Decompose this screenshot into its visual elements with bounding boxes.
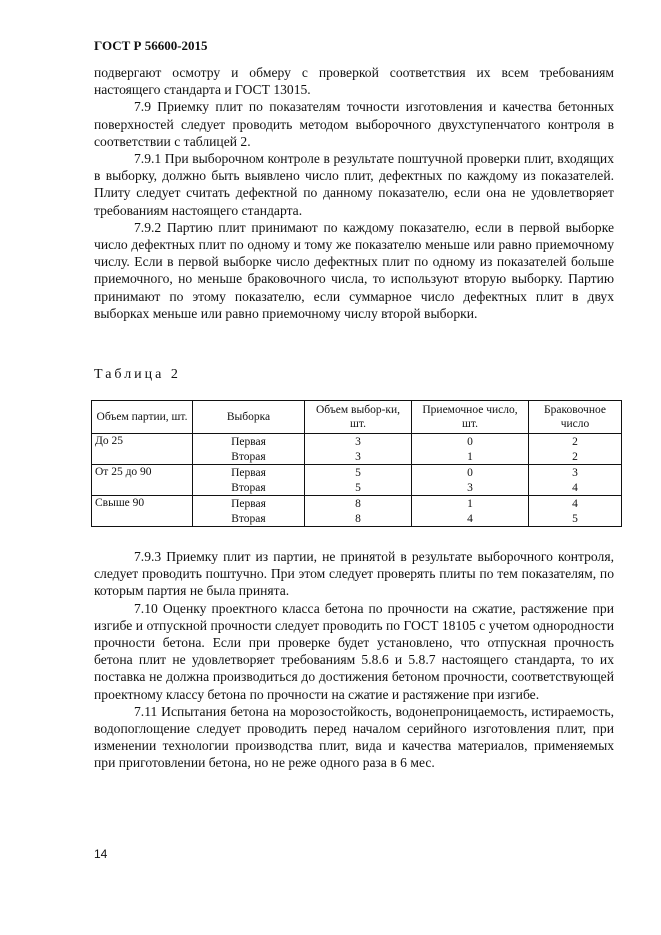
table-cell: 2 — [529, 434, 622, 450]
table-cell: 1 — [412, 449, 529, 465]
paragraph: 7.9.3 Приемку плит из партии, не принятой в результате выборочного контроля, следует проводить поштучно. При этом следует проверять плиты по тем показателям, по которым партия не была принята. — [94, 549, 614, 599]
table-cell: 0 — [412, 465, 529, 481]
text-block-bottom — [94, 548, 614, 772]
table-caption: Таблица 2 — [94, 367, 181, 382]
paragraph: 7.9 Приемку плит по показателям точности изготовления и качества бетонных поверхностей следует проводить методом выборочного двухступенчатого контроля в соответствии с таблицей 2. — [94, 99, 614, 149]
table-cell: Вторая — [193, 480, 305, 496]
paragraph: 7.10 Оценку проектного класса бетона по прочности на сжатие, растяжение при изгибе и отпускной прочности следует проводить по ГОСТ 18105 с учетом однородности прочности бетона. Если при проверке будет установлено, что отпускная прочность бетона плит не удовлетворяет требованиям 5.8.6 и 5.8.7 настоящего стандарта, то их поставка не должна производиться до достижения бетоном прочности, соответствующей проектному классу бетона по прочности на сжатие и растяжение при изгибе. — [94, 600, 614, 702]
table-row — [92, 496, 622, 512]
header-cell: Приемочное число, шт. — [412, 401, 529, 434]
table-cell: 3 — [305, 449, 412, 465]
paragraph: 7.11 Испытания бетона на морозостойкость, водонепроницаемость, истираемость, водопоглощение следует проводить перед началом серийного изготовления плит, при изменении технологии производства плит, вида и качества материалов, применяемых при приготовлении бетона, но не реже одного раза в 6 мес. — [94, 703, 614, 771]
header-cell: Объем выбор-ки, шт. — [305, 401, 412, 434]
table-cell: Первая — [193, 496, 305, 512]
acceptance-table — [91, 400, 622, 527]
party-size-cell: Свыше 90 — [92, 496, 193, 527]
table-cell: 5 — [305, 480, 412, 496]
table-cell: Первая — [193, 434, 305, 450]
standard-header: ГОСТ Р 56600-2015 — [94, 38, 208, 53]
table-cell: 4 — [412, 511, 529, 527]
table-cell: Первая — [193, 465, 305, 481]
table-cell: Вторая — [193, 449, 305, 465]
paragraph: 7.9.2 Партию плит принимают по каждому показателю, если в первой выборке число дефектных плит по одному и тому же показателю меньше или равно приемочному числу. Если в первой выборке число дефектных плит по одному из показателей больше приемочного, но меньше браковочного числа, то используют вторую выборку. Партию принимают по этому показателю, если суммарное число дефектных плит в двух выборках меньше или равно приемочному числу второй выборки. — [94, 219, 614, 321]
table-cell: Вторая — [193, 511, 305, 527]
party-size-cell: До 25 — [92, 434, 193, 465]
table-cell: 4 — [529, 496, 622, 512]
table-cell: 8 — [305, 496, 412, 512]
table-cell: 5 — [529, 511, 622, 527]
header-cell: Браковочное число — [529, 401, 622, 434]
table-cell: 3 — [412, 480, 529, 496]
page-number: 14 — [94, 847, 108, 861]
paragraph: 7.9.1 При выборочном контроле в результате поштучной проверки плит, входящих в выборку, должно быть выявлено число плит, дефектных по каждому из показателей. Плиту следует считать дефектной по данному показателю, если она не удовлетворяет требованиям настоящего стандарта. — [94, 151, 614, 218]
party-size-cell: От 25 до 90 — [92, 465, 193, 496]
paragraph: подвергают осмотру и обмеру с проверкой соответствия их всем требованиям настоящего стандарта и ГОСТ 13015. — [94, 65, 614, 98]
header-cell: Выборка — [193, 401, 305, 434]
table-cell: 4 — [529, 480, 622, 496]
text-block-top — [94, 64, 614, 322]
table-row — [92, 434, 622, 450]
table-cell: 3 — [529, 465, 622, 481]
table-cell: 1 — [412, 496, 529, 512]
table-header-row — [92, 401, 622, 434]
table-cell: 2 — [529, 449, 622, 465]
table-cell: 5 — [305, 465, 412, 481]
table-cell: 0 — [412, 434, 529, 450]
header-cell: Объем партии, шт. — [92, 401, 193, 434]
table-cell: 3 — [305, 434, 412, 450]
table-cell: 8 — [305, 511, 412, 527]
table-row — [92, 465, 622, 481]
